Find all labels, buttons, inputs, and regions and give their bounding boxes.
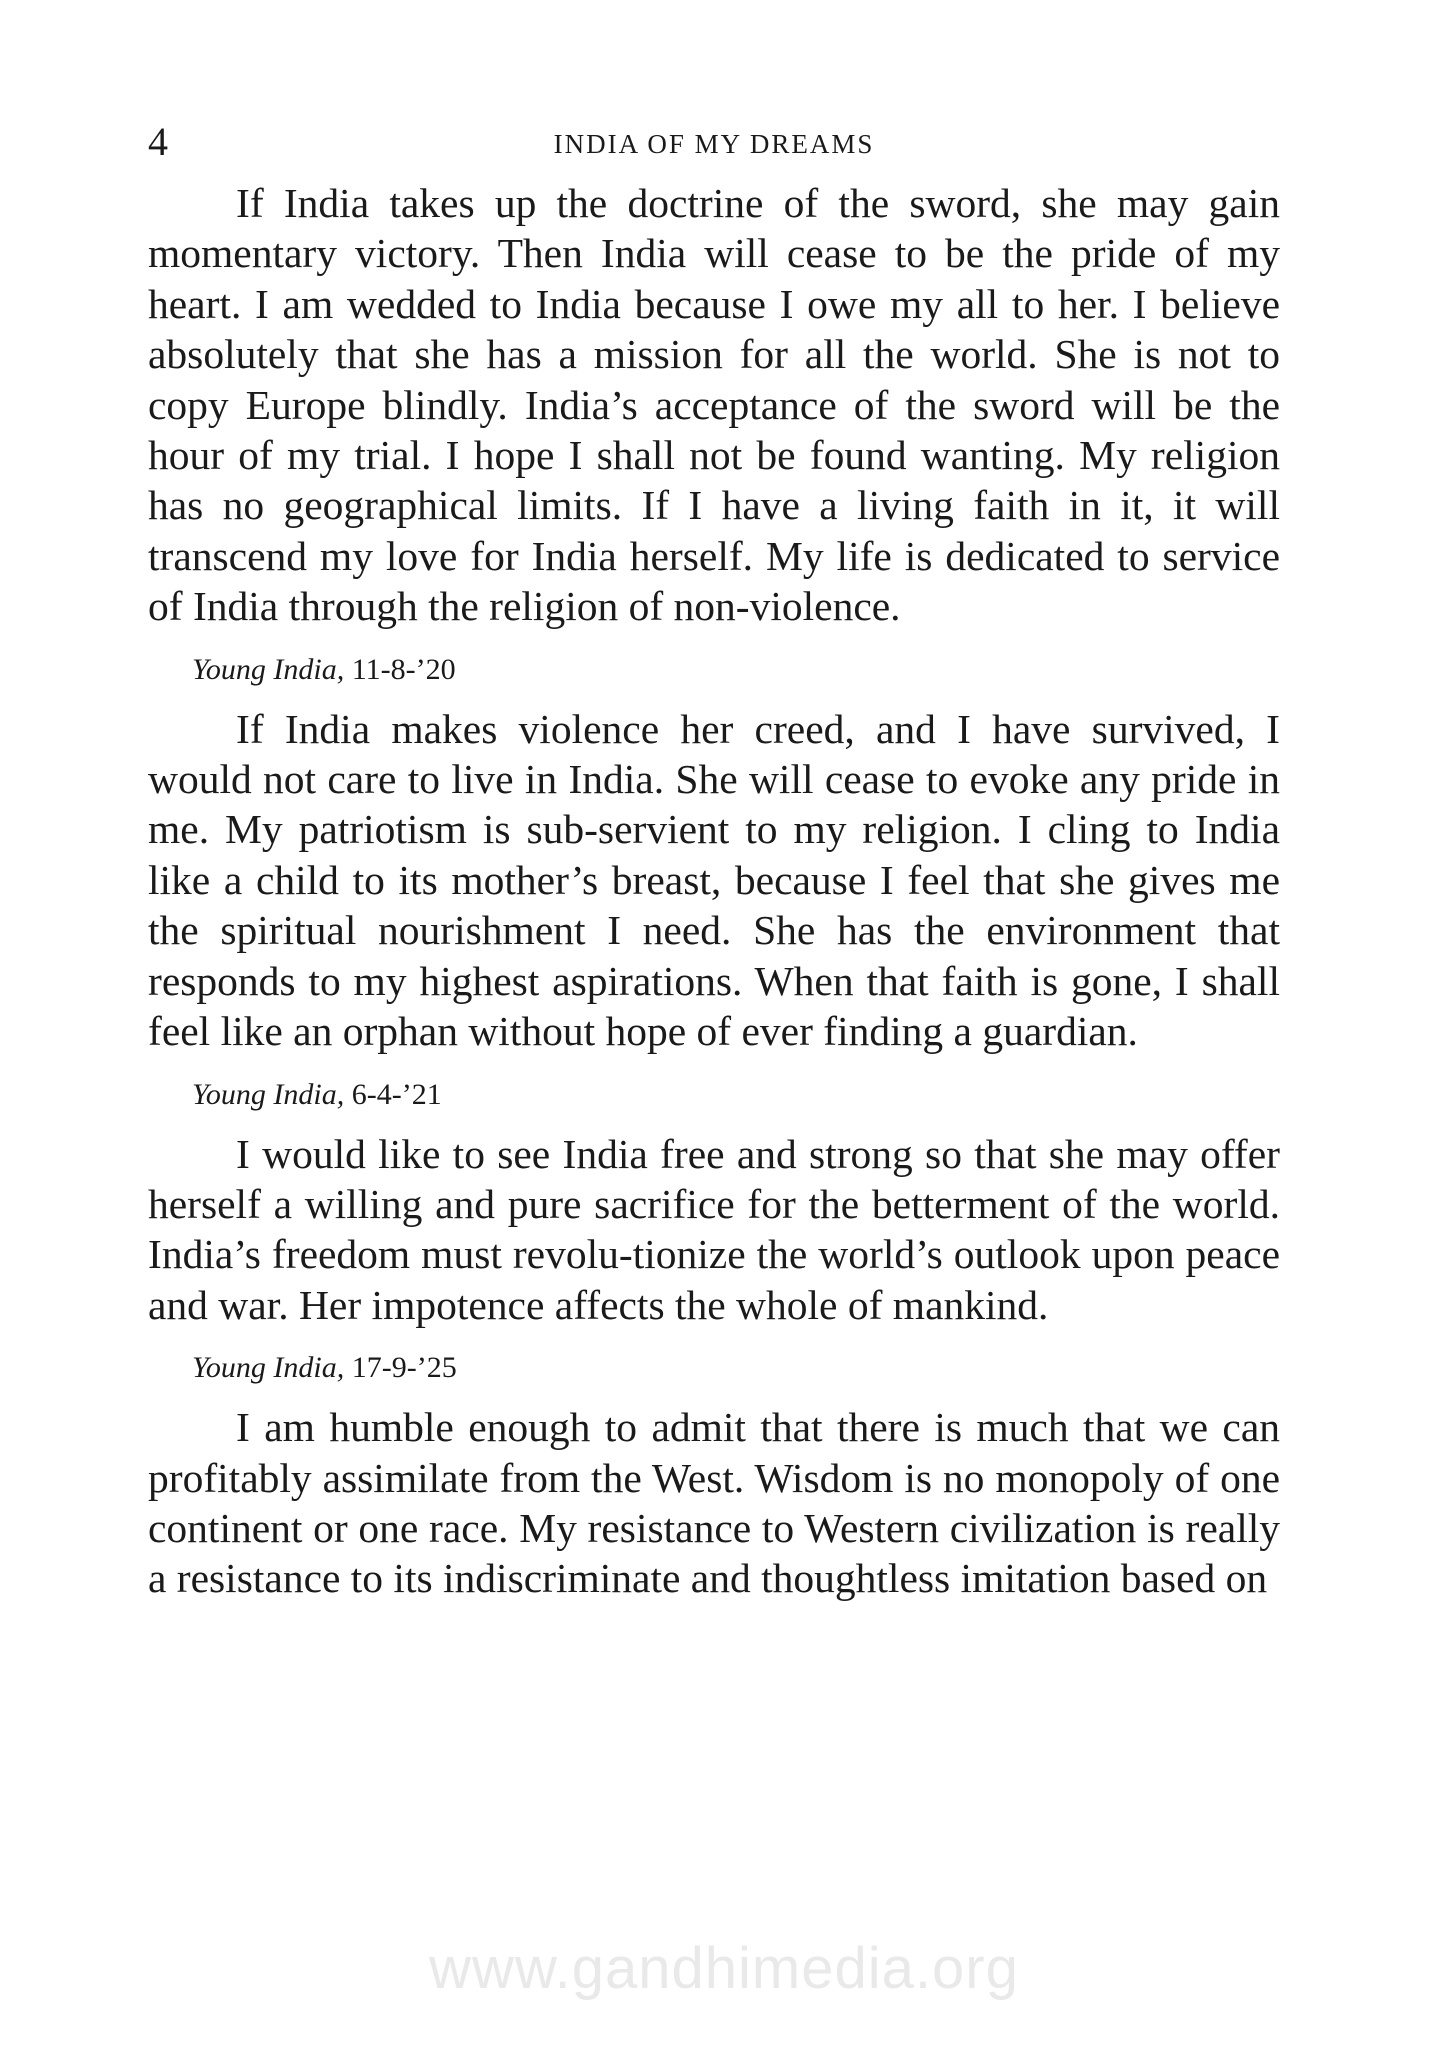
citation-source: Young India, — [192, 652, 345, 686]
citation-source: Young India, — [192, 1077, 345, 1111]
paragraph-4: I am humble enough to admit that there is much that we can profitably assimilate from the West. Wisdom is no monopoly of one continent or one race. My resistance to Western civilization is really a resistance to its indiscriminate and thoughtless imitation based on — [148, 1404, 1280, 1602]
watermark-text: www.gandhimedia.org — [429, 1936, 1019, 2001]
citation-date: 17-9-’25 — [351, 1351, 457, 1385]
citation-date: 11-8-’20 — [351, 652, 456, 686]
running-head — [148, 118, 1280, 178]
citation-source: Young India, — [192, 1351, 345, 1385]
book-title: INDIA OF MY DREAMS — [553, 129, 875, 159]
citation-2 — [148, 1073, 1280, 1117]
book-page — [148, 118, 1280, 1604]
citation-3 — [148, 1346, 1280, 1390]
citation-date: 6-4-’21 — [351, 1077, 442, 1111]
citation-1 — [148, 648, 1280, 692]
paragraph-3: I would like to see India free and strong so that she may offer herself a willing and pure sacrifice for the betterment of the world. India’s freedom must revolu-tionize the world’s outlook upon peace and war. Her impotence affects the whole of mankind. — [148, 1130, 1280, 1328]
paragraph-2: If India makes violence her creed, and I have survived, I would not care to live in India. She will cease to evoke any pride in me. My patriotism is sub-servient to my religion. I cling to India like a child to its mother’s breast, because I feel that she gives me the spiritual nourishment I need. She has the environment that responds to my highest aspirations. When that faith is gone, I shall feel like an orphan without hope of ever finding a guardian. — [148, 705, 1280, 1055]
page-number: 4 — [148, 119, 168, 164]
paragraph-1: If India takes up the doctrine of the sword, she may gain momentary victory. Then India will cease to be the pride of my heart. I am wedded to India because I owe my all to her. I believe absolutely that she has a mission for all the world. She is not to copy Europe blindly. India’s acceptance of the sword will be the hour of my trial. I hope I shall not be found wanting. My religion has no geographical limits. If I have a living faith in it, it will transcend my love for India herself. My life is dedicated to service of India through the religion of non-violence. — [148, 180, 1280, 630]
